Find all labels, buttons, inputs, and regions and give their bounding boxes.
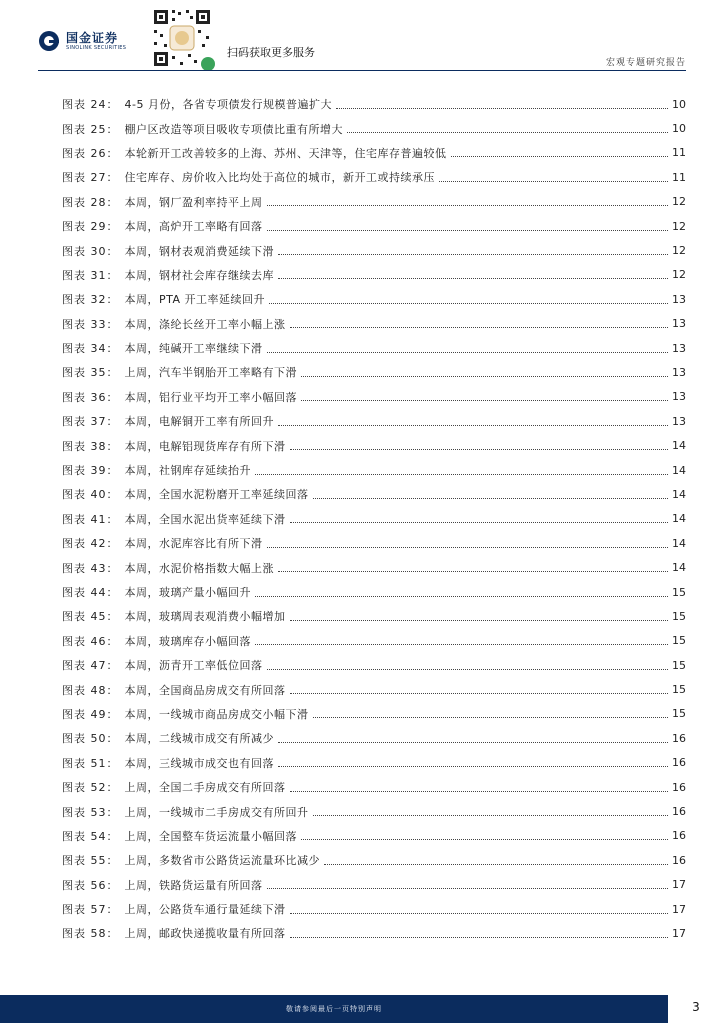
figure-page-number: 14 bbox=[672, 512, 686, 526]
figure-page-number: 15 bbox=[672, 707, 686, 721]
figure-title: 本周，钢厂盈利率持平上周 bbox=[124, 195, 263, 209]
figure-page-number: 12 bbox=[672, 268, 686, 282]
dot-leader bbox=[451, 156, 669, 157]
footer-disclaimer: 敬请参阅最后一页特别声明 bbox=[286, 1005, 382, 1013]
toc-entry[interactable] bbox=[62, 165, 686, 189]
figure-label: 图表 34： bbox=[62, 342, 119, 356]
dot-leader bbox=[290, 449, 669, 450]
dot-leader bbox=[290, 693, 669, 694]
figure-label: 图表 43： bbox=[62, 561, 119, 575]
scan-for-services-text: 扫码获取更多服务 bbox=[227, 46, 315, 59]
qr-code-icon[interactable] bbox=[148, 4, 216, 72]
figure-label: 图表 36： bbox=[62, 390, 119, 404]
figure-label: 图表 57： bbox=[62, 903, 119, 917]
dot-leader bbox=[290, 327, 669, 328]
figure-title: 本周，一线城市商品房成交小幅下滑 bbox=[124, 707, 309, 721]
figure-page-number: 14 bbox=[672, 439, 686, 453]
figure-label: 图表 37： bbox=[62, 415, 119, 429]
figure-page-number: 14 bbox=[672, 487, 686, 501]
figure-page-number: 16 bbox=[672, 756, 686, 770]
figure-title: 本周，三线城市成交也有回落 bbox=[124, 756, 274, 770]
figure-label: 图表 30： bbox=[62, 244, 119, 258]
figure-title: 本轮新开工改善较多的上海、苏州、天津等，住宅库存普遍较低 bbox=[124, 146, 447, 160]
figure-label: 图表 27： bbox=[62, 171, 119, 185]
figure-page-number: 14 bbox=[672, 536, 686, 550]
toc-entry[interactable] bbox=[62, 653, 686, 677]
figure-label: 图表 40： bbox=[62, 488, 119, 502]
figure-page-number: 15 bbox=[672, 658, 686, 672]
toc-entry[interactable] bbox=[62, 921, 686, 945]
toc-entry[interactable] bbox=[62, 409, 686, 433]
toc-entry[interactable] bbox=[62, 726, 686, 750]
figure-title: 本周，电解铝现货库存有所下滑 bbox=[124, 439, 286, 453]
dot-leader bbox=[301, 376, 668, 377]
figure-page-number: 13 bbox=[672, 365, 686, 379]
dot-leader bbox=[278, 742, 668, 743]
toc-entry[interactable] bbox=[62, 287, 686, 311]
figure-title: 4-5 月份，各省专项债发行规模普遍扩大 bbox=[124, 98, 332, 112]
figure-page-number: 13 bbox=[672, 390, 686, 404]
figure-page-number: 13 bbox=[672, 341, 686, 355]
figure-page-number: 11 bbox=[672, 146, 686, 160]
toc-entry[interactable] bbox=[62, 238, 686, 262]
figure-label: 图表 45： bbox=[62, 610, 119, 624]
figure-page-number: 16 bbox=[672, 780, 686, 794]
figure-title: 本周，水泥价格指数大幅上涨 bbox=[124, 561, 274, 575]
figure-page-number: 17 bbox=[672, 902, 686, 916]
dot-leader bbox=[278, 571, 668, 572]
toc-entry[interactable] bbox=[62, 580, 686, 604]
figure-title: 本周，全国水泥出货率延续下滑 bbox=[124, 512, 286, 526]
logo-english-name: SINOLINK SECURITIES bbox=[66, 44, 127, 51]
figure-title: 上周，公路货车通行量延续下滑 bbox=[124, 903, 286, 917]
company-logo bbox=[38, 30, 142, 52]
toc-entry[interactable] bbox=[62, 629, 686, 653]
figure-label: 图表 41： bbox=[62, 512, 119, 526]
figure-title: 上周，多数省市公路货运流量环比减少 bbox=[124, 854, 320, 868]
figure-label: 图表 39： bbox=[62, 464, 119, 478]
page-number: 3 bbox=[692, 1000, 700, 1014]
dot-leader bbox=[290, 913, 669, 914]
figure-title: 本周，高炉开工率略有回落 bbox=[124, 220, 263, 234]
figure-label: 图表 25： bbox=[62, 122, 119, 136]
figure-title: 上周，邮政快递揽收量有所回落 bbox=[124, 927, 286, 941]
toc-entry[interactable] bbox=[62, 702, 686, 726]
dot-leader bbox=[278, 766, 668, 767]
dot-leader bbox=[269, 303, 668, 304]
figure-title: 本周，钢材社会库存继续去库 bbox=[124, 268, 274, 282]
header-divider bbox=[38, 70, 686, 71]
figure-page-number: 13 bbox=[672, 414, 686, 428]
toc-entry[interactable] bbox=[62, 360, 686, 384]
dot-leader bbox=[324, 864, 668, 865]
figure-page-number: 15 bbox=[672, 634, 686, 648]
dot-leader bbox=[313, 815, 669, 816]
toc-entry[interactable] bbox=[62, 190, 686, 214]
figure-label: 图表 46： bbox=[62, 634, 119, 648]
figure-label: 图表 28： bbox=[62, 195, 119, 209]
figure-label: 图表 24： bbox=[62, 98, 119, 112]
figure-label: 图表 38： bbox=[62, 439, 119, 453]
figure-title: 本周，PTA 开工率延续回升 bbox=[124, 293, 266, 307]
figure-label: 图表 44： bbox=[62, 586, 119, 599]
figure-title: 本周，玻璃周表观消费小幅增加 bbox=[124, 610, 286, 624]
toc-entry[interactable] bbox=[62, 848, 686, 872]
toc-entry[interactable] bbox=[62, 336, 686, 360]
toc-entry[interactable] bbox=[62, 92, 686, 116]
toc-entry[interactable] bbox=[62, 116, 686, 140]
figure-title: 本周，全国水泥粉磨开工率延续回落 bbox=[124, 488, 309, 502]
toc-entry[interactable] bbox=[62, 312, 686, 336]
figure-label: 图表 33： bbox=[62, 317, 119, 331]
figure-title: 本周，电解铜开工率有所回升 bbox=[124, 415, 274, 429]
dot-leader bbox=[290, 791, 669, 792]
dot-leader bbox=[255, 474, 668, 475]
figure-title: 本周，二线城市成交有所减少 bbox=[124, 732, 274, 746]
toc-entry[interactable] bbox=[62, 751, 686, 775]
figure-page-number: 17 bbox=[672, 878, 686, 892]
page-header bbox=[0, 0, 724, 72]
dot-leader bbox=[301, 400, 668, 401]
figure-title: 住宅库存、房价收入比均处于高位的城市，新开工或持续承压 bbox=[124, 171, 435, 185]
figure-label: 图表 52： bbox=[62, 781, 119, 795]
figure-label: 图表 26： bbox=[62, 146, 119, 160]
figure-label: 图表 47： bbox=[62, 659, 119, 673]
dot-leader bbox=[278, 425, 668, 426]
toc-entry[interactable] bbox=[62, 873, 686, 897]
figure-title: 本周，铝行业平均开工率小幅回落 bbox=[124, 390, 297, 404]
figure-page-number: 15 bbox=[672, 585, 686, 599]
sinolink-logo-icon bbox=[38, 30, 60, 52]
figure-label: 图表 51： bbox=[62, 756, 119, 770]
toc-entry[interactable] bbox=[62, 507, 686, 531]
figure-page-number: 15 bbox=[672, 609, 686, 623]
toc-entry[interactable] bbox=[62, 141, 686, 165]
toc-entry[interactable] bbox=[62, 555, 686, 579]
figure-page-number: 16 bbox=[672, 731, 686, 745]
figure-title: 本周，全国商品房成交有所回落 bbox=[124, 683, 286, 697]
figure-label: 图表 31： bbox=[62, 268, 119, 282]
figure-title: 上周，铁路货运量有所回落 bbox=[124, 878, 263, 892]
toc-entry[interactable] bbox=[62, 458, 686, 482]
figure-page-number: 17 bbox=[672, 926, 686, 940]
figure-label: 图表 42： bbox=[62, 537, 119, 551]
figure-title: 上周，一线城市二手房成交有所回升 bbox=[124, 805, 309, 819]
figure-label: 图表 53： bbox=[62, 805, 119, 819]
figure-page-number: 16 bbox=[672, 805, 686, 819]
dot-leader bbox=[313, 717, 669, 718]
dot-leader bbox=[290, 620, 669, 621]
figure-label: 图表 48： bbox=[62, 683, 119, 697]
figure-page-number: 14 bbox=[672, 463, 686, 477]
toc-entry[interactable] bbox=[62, 263, 686, 287]
toc-entry[interactable] bbox=[62, 799, 686, 823]
figure-page-number: 12 bbox=[672, 195, 686, 209]
figure-page-number: 10 bbox=[672, 97, 686, 111]
figure-title: 本周，玻璃库存小幅回落 bbox=[124, 634, 251, 648]
dot-leader bbox=[336, 108, 668, 109]
figure-title: 棚户区改造等项目吸收专项债比重有所增大 bbox=[124, 122, 343, 136]
figure-label: 图表 56： bbox=[62, 878, 119, 892]
figure-page-number: 16 bbox=[672, 853, 686, 867]
figure-list bbox=[62, 92, 686, 946]
figure-page-number: 13 bbox=[672, 292, 686, 306]
dot-leader bbox=[439, 181, 668, 182]
figure-label: 图表 50： bbox=[62, 732, 119, 746]
figure-label: 图表 58： bbox=[62, 927, 119, 941]
toc-entry[interactable] bbox=[62, 775, 686, 799]
report-type-label: 宏观专题研究报告 bbox=[605, 58, 686, 68]
figure-label: 图表 32： bbox=[62, 293, 119, 307]
figure-label: 图表 54： bbox=[62, 829, 119, 843]
toc-entry[interactable] bbox=[62, 824, 686, 848]
figure-title: 本周，涤纶长丝开工率小幅上涨 bbox=[124, 317, 286, 331]
dot-leader bbox=[278, 278, 668, 279]
figure-page-number: 10 bbox=[672, 122, 686, 136]
logo-chinese-name: 国金证券 bbox=[66, 30, 119, 45]
dot-leader bbox=[267, 230, 669, 231]
figure-label: 图表 49： bbox=[62, 707, 119, 721]
toc-entry[interactable] bbox=[62, 897, 686, 921]
dot-leader bbox=[267, 669, 669, 670]
figure-page-number: 11 bbox=[672, 170, 686, 184]
figure-title: 本周，钢材表观消费延续下滑 bbox=[124, 244, 274, 258]
dot-leader bbox=[267, 547, 669, 548]
toc-entry[interactable] bbox=[62, 531, 686, 555]
figure-label: 图表 35： bbox=[62, 366, 119, 380]
dot-leader bbox=[347, 132, 668, 133]
toc-entry[interactable] bbox=[62, 385, 686, 409]
toc-entry[interactable] bbox=[62, 482, 686, 506]
figure-page-number: 12 bbox=[672, 244, 686, 258]
dot-leader bbox=[255, 596, 668, 597]
figure-title: 本周，纯碱开工率继续下滑 bbox=[124, 342, 263, 356]
figure-page-number: 12 bbox=[672, 219, 686, 233]
dot-leader bbox=[267, 888, 669, 889]
dot-leader bbox=[313, 498, 669, 499]
figure-title: 本周，水泥库容比有所下滑 bbox=[124, 537, 263, 551]
figure-label: 图表 55： bbox=[62, 854, 119, 868]
figure-title: 本周，沥青开工率低位回落 bbox=[124, 659, 263, 673]
figure-title: 本周，社钢库存延续抬升 bbox=[124, 464, 251, 478]
toc-entry[interactable] bbox=[62, 214, 686, 238]
dot-leader bbox=[255, 644, 668, 645]
dot-leader bbox=[267, 352, 669, 353]
dot-leader bbox=[278, 254, 668, 255]
figure-page-number: 16 bbox=[672, 829, 686, 843]
figure-title: 上周，汽车半钢胎开工率略有下滑 bbox=[124, 366, 297, 380]
figure-page-number: 13 bbox=[672, 317, 686, 331]
figure-title: 上周，全国二手房成交有所回落 bbox=[124, 781, 286, 795]
dot-leader bbox=[290, 522, 669, 523]
figure-page-number: 14 bbox=[672, 561, 686, 575]
dot-leader bbox=[267, 205, 669, 206]
figure-title: 上周，全国整车货运流量小幅回落 bbox=[124, 829, 297, 843]
figure-title: 本周，玻璃产量小幅回升 bbox=[124, 586, 251, 599]
dot-leader bbox=[290, 937, 669, 938]
dot-leader bbox=[301, 839, 668, 840]
toc-entry[interactable] bbox=[62, 677, 686, 701]
toc-entry[interactable] bbox=[62, 433, 686, 457]
figure-label: 图表 29： bbox=[62, 220, 119, 234]
toc-entry[interactable] bbox=[62, 604, 686, 628]
figure-page-number: 15 bbox=[672, 683, 686, 697]
